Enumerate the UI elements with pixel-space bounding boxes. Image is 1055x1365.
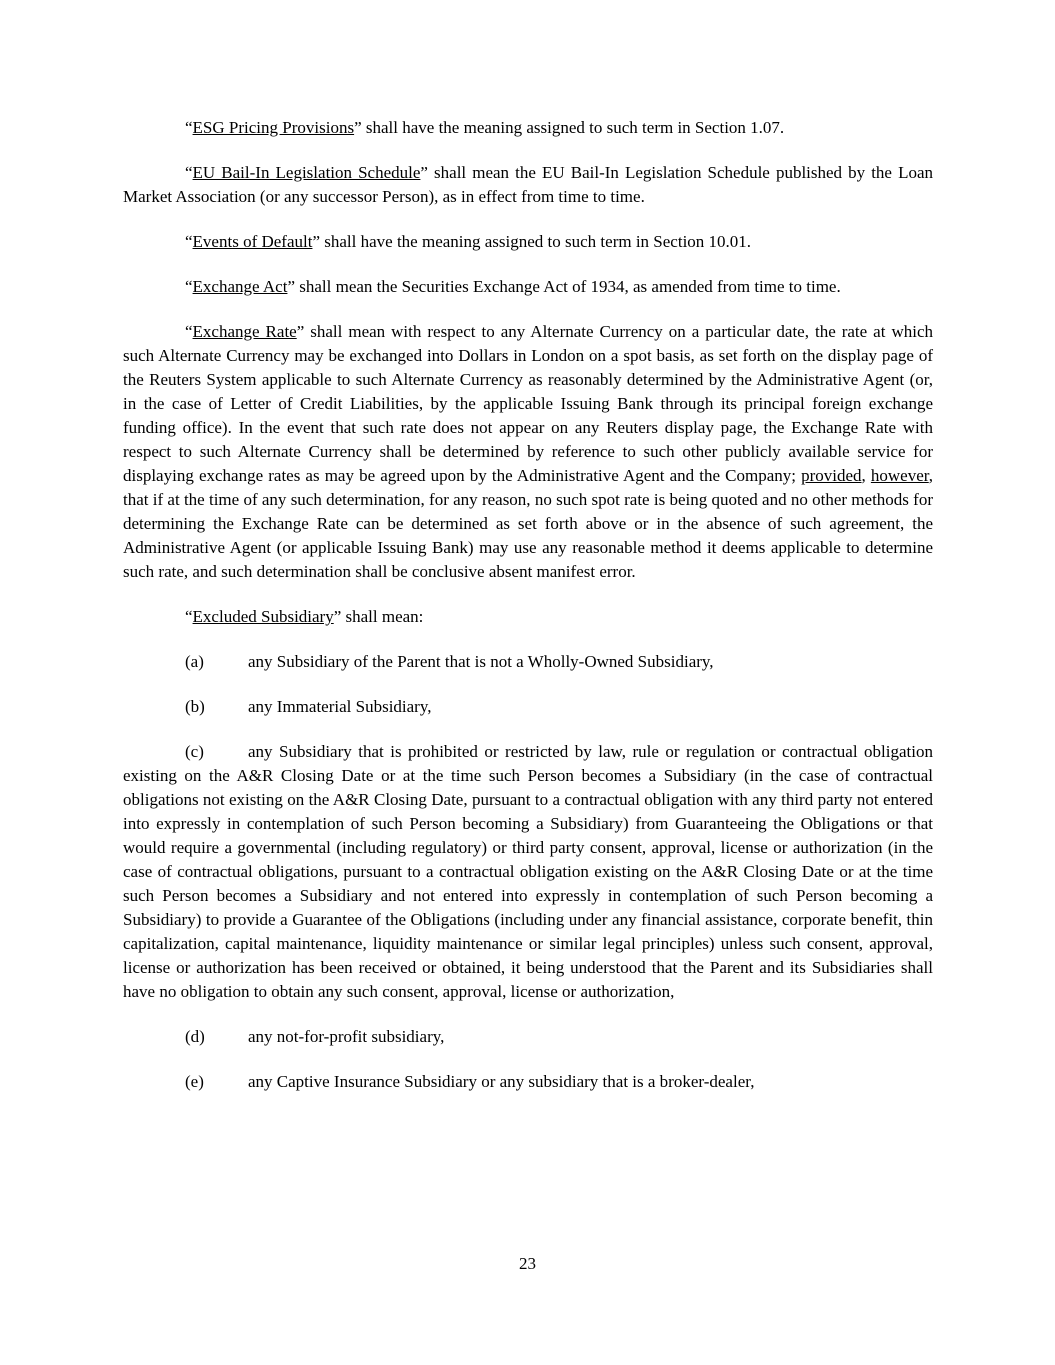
text-run: ” shall mean with respect to any Alternate Currency on a particular date, the rate at which such Alternate Currency may be exchanged into Dollars in London on a spot basis, as set forth on the display page of the Reuters System applicable to such Alternate Currency as reasonably determined by the Administrative Agent (or, in the case of Letter of Credit Liabilities, by the applicable Issuing Bank through its principal foreign exchange funding office). In the event that such rate does not appear on any Reuters display page, the Exchange Rate with respect to such Alternate Currency shall be determined by reference to such other publicly available service for displaying exchange rates as may be agreed upon by the Administrative Agent and the Company; xyxy=(123,322,933,485)
list-item-label: (d) xyxy=(185,1027,205,1046)
text-run: “ xyxy=(185,118,193,137)
defined-term: Exchange Act xyxy=(192,277,288,296)
text-run: , xyxy=(861,466,871,485)
list-item-label: (c) xyxy=(185,742,204,761)
page-number: 23 xyxy=(519,1254,536,1273)
defined-term: Excluded Subsidiary xyxy=(192,607,334,626)
list-item xyxy=(123,695,933,719)
text-run: any Immaterial Subsidiary, xyxy=(248,697,432,716)
text-run: any Subsidiary that is prohibited or restricted by law, rule or regulation or contractual obligation existing on the A&R Closing Date or at the time such Person becomes a Subsidiary (in the case of contractual obligations not existing on the A&R Closing Date, pursuant to a contractual obligation with any third party not entered into expressly in contemplation of such Person becoming a Subsidiary) from Guaranteeing the Obligations or that would require a governmental (including regulatory) or third party consent, approval, license or authorization (in the case of contractual obligations, pursuant to a contractual obligation existing on the A&R Closing Date or at the time such Person becomes a Subsidiary and not entered into expressly in contemplation of such Person becoming a Subsidiary) to provide a Guarantee of the Obligations (including under any financial assistance, corporate benefit, thin capitalization, capital maintenance, liquidity maintenance or similar legal principles) unless such consent, approval, license or authorization has been received or obtained, it being understood that the Parent and its Subsidiaries shall have no obligation to obtain any such consent, approval, license or authorization, xyxy=(123,742,933,1001)
defined-term: provided xyxy=(801,466,862,485)
paragraph xyxy=(123,230,933,254)
text-run: , that if at the time of any such determination, for any reason, no such spot rate is being quoted and no other methods for determining the Exchange Rate can be determined as set forth above or in the absence of such agreement, the Administrative Agent (or applicable Issuing Bank) may use any reasonable method it deems applicable to determine such rate, and such determination shall be conclusive absent manifest error. xyxy=(123,466,933,581)
defined-term: however xyxy=(870,466,929,485)
list-item xyxy=(123,650,933,674)
text-run: “ xyxy=(185,322,193,341)
text-run: “ xyxy=(185,163,193,182)
paragraph xyxy=(123,605,933,629)
paragraph xyxy=(123,161,933,209)
text-run: any not-for-profit subsidiary, xyxy=(248,1027,445,1046)
text-run: “ xyxy=(185,277,193,296)
text-run: ” shall have the meaning assigned to such term in Section 1.07. xyxy=(354,118,785,137)
list-item-label: (a) xyxy=(185,652,204,671)
paragraph xyxy=(123,275,933,299)
text-run: ” shall mean the Securities Exchange Act of 1934, as amended from time to time. xyxy=(287,277,841,296)
text-run: “ xyxy=(185,232,193,251)
paragraph xyxy=(123,320,933,584)
defined-term: Exchange Rate xyxy=(192,322,297,341)
list-item-label: (b) xyxy=(185,697,205,716)
document-body xyxy=(123,116,933,1094)
list-item xyxy=(123,740,933,1004)
text-run: any Captive Insurance Subsidiary or any subsidiary that is a broker-dealer, xyxy=(248,1072,755,1091)
text-run: “ xyxy=(185,607,193,626)
text-run: ” shall mean: xyxy=(333,607,424,626)
defined-term: EU Bail-In Legislation Schedule xyxy=(192,163,421,182)
text-run: ” shall have the meaning assigned to such term in Section 10.01. xyxy=(312,232,752,251)
list-item-label: (e) xyxy=(185,1072,204,1091)
paragraph xyxy=(123,116,933,140)
text-run: ” shall mean the EU Bail-In Legislation Schedule published by the Loan Market Association (or any successor Person), as in effect from time to time. xyxy=(123,163,933,206)
list-item xyxy=(123,1070,933,1094)
list-item xyxy=(123,1025,933,1049)
defined-term: Events of Default xyxy=(192,232,313,251)
text-run: any Subsidiary of the Parent that is not a Wholly-Owned Subsidiary, xyxy=(248,652,714,671)
defined-term: ESG Pricing Provisions xyxy=(192,118,355,137)
